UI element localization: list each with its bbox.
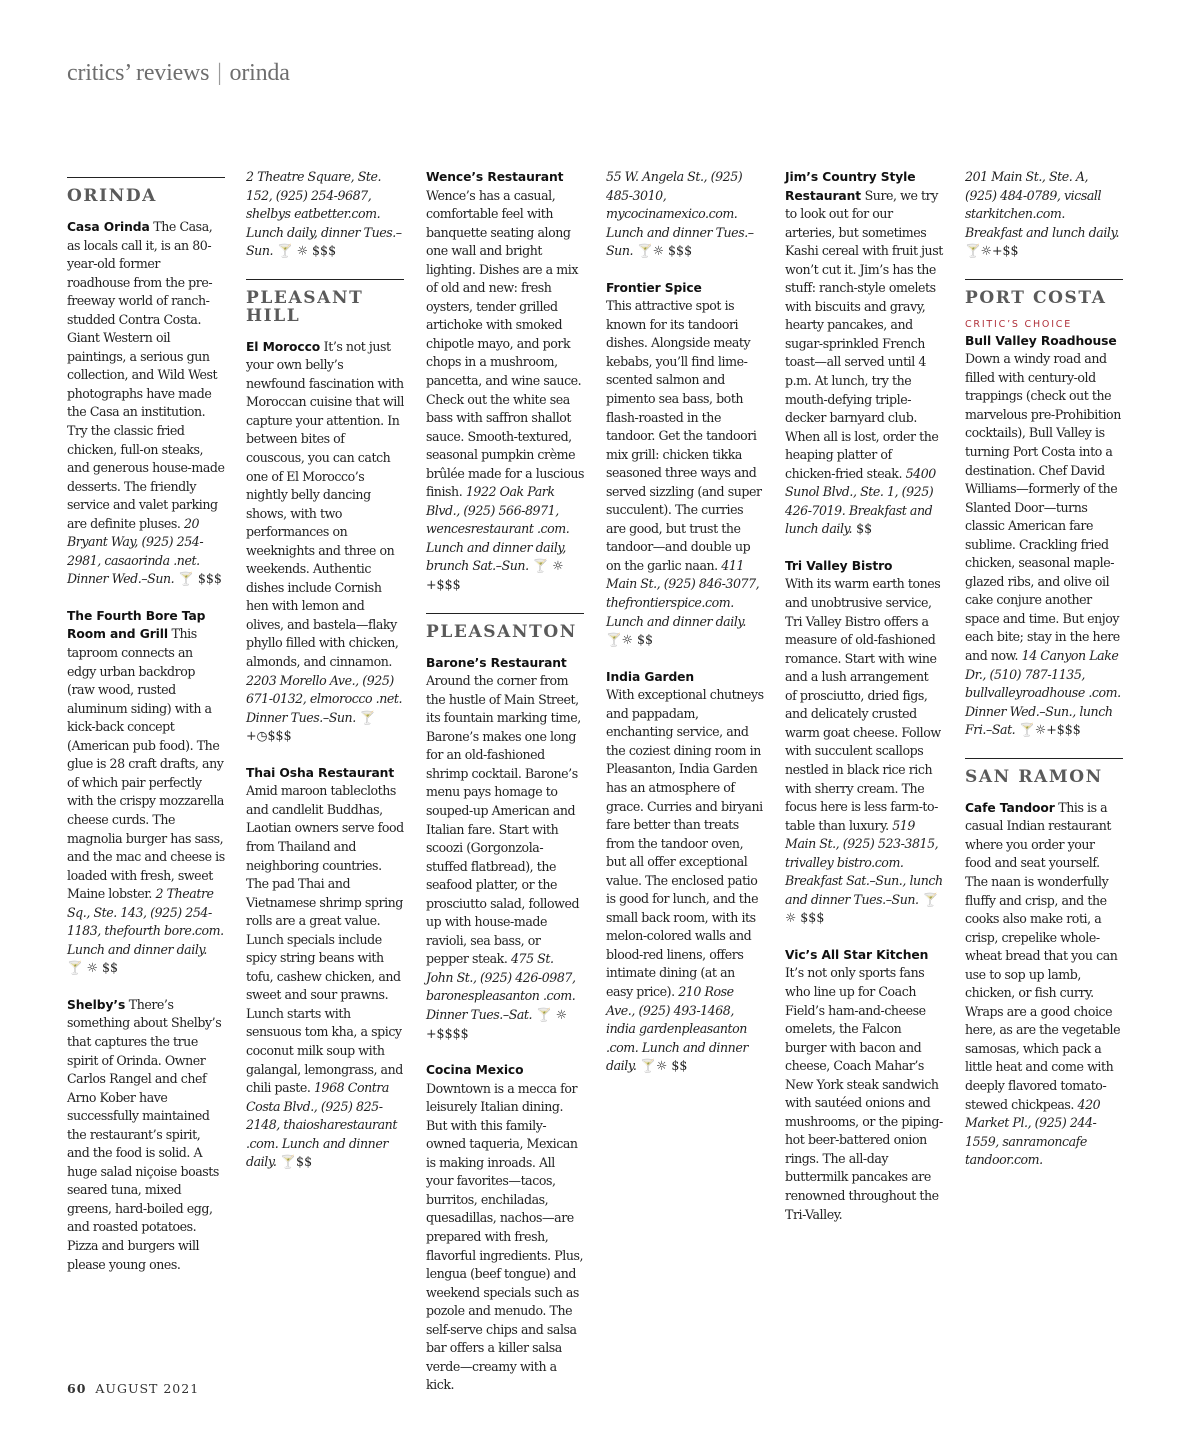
restaurant-name: Tri Valley Bistro <box>785 558 893 573</box>
review-symbols: 🍸☼+$$ <box>965 243 1019 259</box>
review-el-morocco <box>246 338 404 746</box>
review-vics <box>785 946 943 1224</box>
review-shelbys <box>67 996 225 1274</box>
review-info: 2 Theatre Square, Ste. 152, (925) 254-9687, shelbys eatbetter.com. Lunch daily, dinner Tues.–Sun. <box>246 169 402 259</box>
header-city: orinda <box>229 60 290 86</box>
review-casa-orinda <box>67 218 225 589</box>
review-symbols: 🍸+◷$$$ <box>246 709 376 744</box>
column-1 <box>67 168 225 1292</box>
review-body: Amid maroon tablecloths and candlelit Buddhas, Laotian owners serve food from Thailand and neighboring countries. The pad Thai and Vietnamese shrimp spring rolls are a great value. Lunch specials include spicy string beans with tofu, cashew chicken, and sweet and sour prawns. Lunch starts with sensuous tom kha, a spicy coconut milk soup with galangal, lemongrass, and chili paste. <box>246 783 404 1096</box>
header-separator: | <box>217 60 222 86</box>
review-body: There’s something about Shelby’s that captures the true spirit of Orinda. Owner Carlos Rangel and chef Arno Kober have successfully maintained the restaurant’s spirit, and the food is solid. A huge salad niçoise boasts seared tuna, mixed greens, hard-boiled egg, and roasted potatoes. Pizza and burgers will please young ones. <box>67 996 222 1272</box>
review-cocina-mexico-continued <box>606 168 764 261</box>
review-symbols: 🍸$$ <box>276 1154 313 1170</box>
review-body: The Casa, as locals call it, is an 80-year-old former roadhouse from the pre-freeway world of ranch-studded Contra Costa. Giant Western oil paintings, a serious gun collection, and Wild West photographs have made the Casa an institution. Try the classic fried chicken, full-on steaks, and generous house-made desserts. The friendly service and valet parking are definite pluses. <box>67 219 225 531</box>
review-body: Wence’s has a casual, comfortable feel with banquette seating along one wall and bright lighting. Dishes are a mix of old and new: fresh oysters, tender grilled artichoke with smoked chipotle mayo, and pork chops in a mushroom, pancetta, and wine sauce. Check out the white sea bass with saffron shallot sauce. Smooth-textured, seasonal pumpkin crème brûlée made for a luscious finish. <box>426 187 585 500</box>
restaurant-name: Shelby’s <box>67 997 126 1012</box>
review-tri-valley-bistro <box>785 557 943 928</box>
review-info: 20 Bryant Way, (925) 254-2981, casaorinda .net. Dinner Wed.–Sun. <box>67 515 204 587</box>
review-info: 210 Rose Ave., (925) 493-1468, india gardenpleasanton .com. Lunch and dinner daily. <box>606 983 748 1074</box>
review-info: 420 Market Pl., (925) 244-1559, sanramoncafe tandoor.com. <box>965 1096 1101 1168</box>
review-body: It’s not just your own belly’s newfound fascination with Moroccan cuisine that will capture your attention. In between bites of couscous, you can catch one of El Morocco’s nightly belly dancing shows, with two performances on weeknights and three on weekends. Authentic dishes include Cornish hen with lemon and olives, and bastela—flaky phyllo filled with chicken, almonds, and cinnamon. <box>246 338 404 670</box>
restaurant-name: Wence’s Restaurant <box>426 170 564 184</box>
review-barones <box>426 654 584 1043</box>
review-symbols: 🍸☼+$$$ <box>1015 722 1081 738</box>
section-heading-port-costa: PORT COSTA <box>965 279 1123 307</box>
restaurant-name: Frontier Spice <box>606 280 702 295</box>
review-symbols: 🍸 ☼ $$$ <box>273 243 337 259</box>
review-bull-valley <box>965 332 1123 740</box>
review-body: Sure, we try to look out for our arteries, but sometimes Kashi cereal with fruit just won’t cut it. Jim’s has the stuff: ranch-style omelets with biscuits and gravy, hearty pancakes, and sugar-sprinkled French toast—all served until 4 p.m. At lunch, try the mouth-defying triple-decker barnyard club. When all is lost, order the heaping platter of chicken-fried steak. <box>785 187 943 481</box>
review-symbols: 🍸☼ $$$ <box>633 243 693 259</box>
restaurant-name: India Garden <box>606 669 695 684</box>
review-cocina-mexico <box>426 1061 584 1395</box>
review-symbols: 🍸 ☼ +$$$$ <box>426 1006 568 1041</box>
review-symbols: $$ <box>852 521 873 537</box>
review-frontier-spice <box>606 279 764 650</box>
restaurant-name: Thai Osha Restaurant <box>246 765 395 780</box>
review-body: This taproom connects an edgy urban backdrop (raw wood, rusted aluminum siding) with a kick-back concept (American pub food). The glue is 28 craft drafts, any of which pair perfectly with the crispy mozzarella cheese curds. The magnolia burger has sass, and the mac and cheese is loaded with fresh, sweet Maine lobster. <box>67 626 225 902</box>
review-info: 55 W. Angela St., (925) 485-3010, mycocinamexico.com. Lunch and dinner Tues.–Sun. <box>606 169 754 259</box>
review-symbols: 🍸☼ $$$ <box>785 891 939 926</box>
review-shelbys-continued <box>246 168 404 261</box>
review-body: Downtown is a mecca for leisurely Italian dining. But with this family-owned taqueria, Mexican is making inroads. All your favorites—tacos, burritos, enchiladas, quesadillas, nachos—are prepared with fresh, flavorful ingredients. Plus, lengua (beef tongue) and weekend specials such as pozole and menudo. The self-serve chips and salsa bar offers a killer salsa verde—creamy with a kick. <box>426 1080 584 1393</box>
section-heading-pleasant-hill: PLEASANT HILL <box>246 279 404 325</box>
review-body: This is a casual Indian restaurant where you order your food and seat yourself. The naan is wonderfully fluffy and crisp, and the cooks also make roti, a crisp, crepelike whole-wheat bread that you can use to sop up lamb, chicken, or fish curry. Wraps are a good choice here, as are the vegetable samosas, which pack a little heat and come with deeply flavored tomato-stewed chickpeas. <box>965 799 1121 1112</box>
review-symbols: 🍸 $$$ <box>174 571 222 587</box>
issue-date: AUGUST 2021 <box>95 1381 200 1396</box>
restaurant-name: Jim’s Country Style Restaurant <box>785 170 916 203</box>
restaurant-name: Casa Orinda <box>67 220 150 234</box>
page-number: 60 <box>67 1381 87 1396</box>
column-2 <box>246 168 404 1190</box>
review-india-garden <box>606 668 764 1076</box>
review-info: 2203 Morello Ave., (925) 671-0132, elmorocco .net. Dinner Tues.–Sun. <box>246 672 403 725</box>
review-info: 5400 Sunol Blvd., Ste. 1, (925) 426-7019. Breakfast and lunch daily. <box>785 465 936 537</box>
review-info: 14 Canyon Lake Dr., (510) 787-1135, bullvalleyroadhouse .com. Dinner Wed.–Sun., lunch Fri.–Sat. <box>965 648 1121 738</box>
section-heading-pleasanton: PLEASANTON <box>426 613 584 641</box>
review-thai-osha <box>246 764 404 1172</box>
review-info: 519 Main St., (925) 523-3815, trivalley bistro.com. Breakfast Sat.–Sun., lunch and dinner Tues.–Sun. <box>785 817 943 907</box>
section-heading-san-ramon: SAN RAMON <box>965 758 1123 786</box>
page-footer <box>67 1381 199 1396</box>
review-cafe-tandoor <box>965 799 1123 1170</box>
restaurant-name: The Fourth Bore Tap Room and Grill <box>67 608 206 642</box>
page-header <box>67 60 290 87</box>
restaurant-name: Bull Valley Roadhouse <box>965 333 1117 348</box>
review-body: It’s not only sports fans who line up for Coach Field’s ham-and-cheese omelets, the Falcon burger with bacon and cheese, Coach Mahar’s New York steak sandwich with sautéed onions and mushrooms, or the piping-hot beer-battered onion rings. The all-day buttermilk pancakes are renowned throughout the Tri-Valley. <box>785 965 943 1222</box>
review-symbols: 🍸 ☼ $$ <box>67 960 119 976</box>
header-section: critics’ reviews <box>67 60 210 86</box>
review-vics-continued <box>965 168 1123 261</box>
review-symbols: 🍸☼ $$ <box>636 1058 688 1074</box>
restaurant-name: El Morocco <box>246 339 321 354</box>
review-info: 201 Main St., Ste. A, (925) 484-0789, vicsall starkitchen.com. Breakfast and lunch daily. <box>965 169 1120 240</box>
restaurant-name: Cafe Tandoor <box>965 800 1055 815</box>
column-3 <box>426 168 584 1413</box>
restaurant-name: Barone’s Restaurant <box>426 655 567 670</box>
critics-choice-label: CRITIC’S CHOICE <box>965 318 1073 330</box>
column-5 <box>785 168 943 1242</box>
review-info: 1922 Oak Park Blvd., (925) 566-8971, wencesrestaurant .com. Lunch and dinner daily, brunch Sat.–Sun. <box>426 484 570 574</box>
section-heading-orinda: ORINDA <box>67 177 225 205</box>
restaurant-name: Cocina Mexico <box>426 1063 524 1078</box>
review-fourth-bore <box>67 607 225 978</box>
review-info: 1968 Contra Costa Blvd., (925) 825-2148, thaiosharestaurant .com. Lunch and dinner daily. <box>246 1080 397 1170</box>
column-4 <box>606 168 764 1094</box>
review-symbols: 🍸☼ $$ <box>606 632 653 648</box>
review-info: 411 Main St., (925) 846-3077, thefrontierspice.com. Lunch and dinner daily. <box>606 557 760 629</box>
review-body: This attractive spot is known for its tandoori dishes. Alongside meaty kebabs, you’ll find lime-scented salmon and pimento sea bass, both flash-roasted in the tandoor. Get the tandoori mix grill: chicken tikka seasoned three ways and served sizzling (and super succulent). The curries are good, but trust the tandoor—and double up on the garlic naan. <box>606 298 762 573</box>
review-info: 475 St. John St., (925) 426-0987, baronespleasanton .com. Dinner Tues.–Sat. <box>426 951 576 1022</box>
review-body: Around the corner from the hustle of Main Street, its fountain marking time, Barone’s makes one long for an old-fashioned shrimp cocktail. Barone’s menu pays homage to souped-up American and Italian fare. Start with scoozi (Gorgonzola-stuffed flatbread), the seafood platter, or the prosciutto salad, followed up with house-made ravioli, sea bass, or pepper steak. <box>426 673 581 967</box>
review-body: With exceptional chutneys and pappadam, enchanting service, and the coziest dining room in Pleasanton, India Garden has an atmosphere of grace. Curries and biryani fare better than treats from the tandoor oven, but all offer exceptional value. The enclosed patio is good for lunch, and the small back room, with its melon-colored walls and blood-red linens, offers intimate dining (at an easy price). <box>606 687 764 999</box>
column-6 <box>965 168 1123 1188</box>
review-info: 2 Theatre Sq., Ste. 143, (925) 254-1183, thefourth bore.com. Lunch and dinner daily. <box>67 886 224 957</box>
review-body: Down a windy road and filled with century-old trappings (check out the marvelous pre-Prohibition cocktails), Bull Valley is turning Port Costa into a destination. Chef David Williams—formerly of the Slanted Door—turns classic American fare sublime. Crackling fried chicken, seasonal maple-glazed ribs, and olive oil cake conjure another space and time. But enjoy each bite; stay in the here and now. <box>965 351 1121 664</box>
review-body: With its warm earth tones and unobtrusive service, Tri Valley Bistro offers a measure of old-fashioned romance. Start with wine and a lush arrangement of prosciutto, dried figs, and delicately crusted warm goat cheese. Follow with succulent scallops nestled in black rice rich with sherry cream. The focus here is less farm-to-table than luxury. <box>785 576 941 833</box>
review-wences <box>426 168 584 595</box>
review-jims <box>785 168 943 539</box>
restaurant-name: Vic’s All Star Kitchen <box>785 947 929 962</box>
review-symbols: 🍸 ☼ +$$$ <box>426 558 564 593</box>
